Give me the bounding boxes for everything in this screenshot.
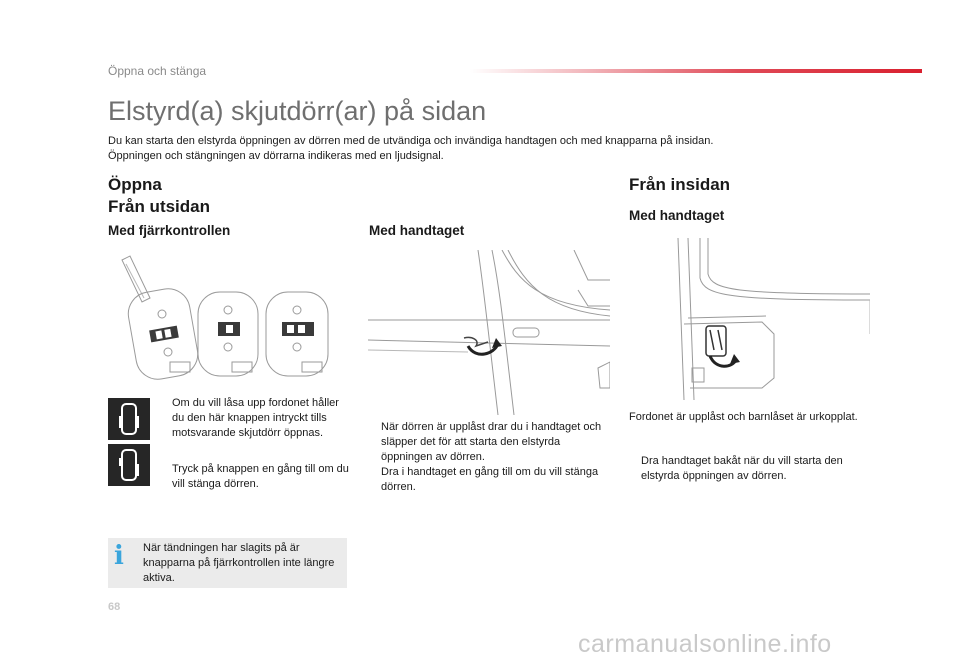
- left-bullet-1: [160, 396, 350, 441]
- bullet-mark: [160, 396, 172, 441]
- right-bullet-1-text: Dra handtaget bakåt när du vill starta den elstyrda öppningen av dörren.: [641, 455, 843, 482]
- middle-bullet-2: [369, 465, 604, 495]
- page-number: 68: [108, 601, 121, 613]
- left-bullet-1-text: Om du vill låsa upp fordonet håller du den här knappen intryckt tills motsvarande skjutdörr öppnas.: [172, 397, 339, 439]
- page-title: Elstyrd(a) skjutdörr(ar) på sidan: [108, 96, 487, 126]
- subheading-outside-handle: Med handtaget: [369, 223, 465, 238]
- outside-handle-illustration: [368, 250, 610, 415]
- left-bullet-2: [160, 462, 350, 492]
- info-text: När tändningen har slagits på är knapparna på fjärrkontrollen inte längre aktiva.: [143, 542, 335, 584]
- bullet-mark: [369, 420, 381, 465]
- section-header: Öppna och stänga: [108, 64, 207, 78]
- heading-from-outside: Från utsidan: [108, 197, 211, 216]
- remote-keys-illustration: [110, 252, 340, 387]
- car-rear-door-icon: [108, 398, 150, 440]
- header-accent-line: [470, 69, 922, 73]
- inside-handle-illustration: [670, 238, 870, 400]
- intro-line-2: Öppningen och stängningen av dörrarna indikeras med en ljudsignal.: [108, 150, 444, 162]
- watermark: carmanualsonline.info: [578, 630, 832, 658]
- bullet-mark: [160, 462, 172, 492]
- middle-bullet-1-text: När dörren är upplåst drar du i handtaget och släpper det för att starta den elstyrda öppningen av dörren.: [381, 421, 602, 463]
- heading-from-inside: Från insidan: [629, 175, 731, 194]
- middle-bullet-1: [369, 420, 604, 465]
- intro-line-1: Du kan starta den elstyrda öppningen av dörren med de utvändiga och invändiga handtagen och med knapparna på insidan.: [108, 135, 714, 147]
- left-bullet-2-text: Tryck på knappen en gång till om du vill stänga dörren.: [172, 463, 349, 490]
- bullet-mark: [629, 454, 641, 484]
- middle-bullet-2-text: Dra i handtaget en gång till om du vill stänga dörren.: [381, 466, 599, 493]
- right-note: Fordonet är upplåst och barnlåset är urkopplat.: [629, 411, 858, 423]
- heading-open: Öppna: [108, 175, 162, 194]
- subheading-remote: Med fjärrkontrollen: [108, 223, 231, 238]
- right-bullet-1: [629, 454, 869, 484]
- subheading-inside-handle: Med handtaget: [629, 208, 725, 223]
- info-icon: i: [114, 541, 124, 571]
- intro-paragraph: [108, 134, 808, 164]
- bullet-mark: [369, 465, 381, 495]
- car-side-door-icon: [108, 444, 150, 486]
